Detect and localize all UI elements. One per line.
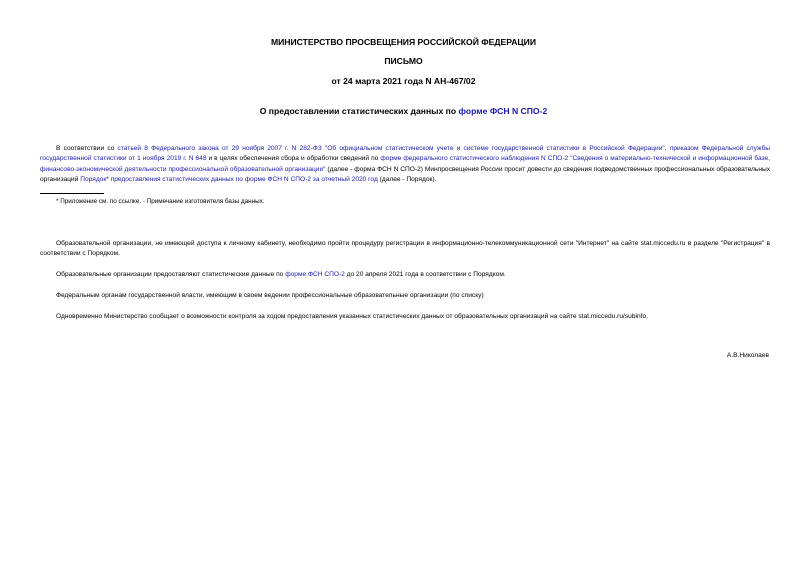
form-spo2-link[interactable]: форме ФСН СПО-2	[285, 271, 345, 278]
paragraph-deadline	[40, 270, 770, 280]
p3-text-1: Образовательные организации предоставляют статистические данные по	[56, 271, 286, 278]
paragraph-main	[40, 144, 770, 186]
ministry-title: МИНИСТЕРСТВО ПРОСВЕЩЕНИЯ РОССИЙСКОЙ ФЕДЕРАЦИИ	[270, 37, 537, 47]
rosstat-order-link[interactable]: приказом Федеральной службы государственной статистики от 1 ноября 2019 г. N 648	[40, 145, 770, 163]
paragraph-recipients: Федеральным органам государственной власти, имеющим в своем ведении профессиональные образовательные организации (по списку)	[56, 292, 484, 299]
document-type: ПИСЬМО	[384, 56, 423, 66]
document-subject	[0, 106, 807, 116]
signature: А.В.Николаев	[726, 352, 769, 359]
footnote: * Приложение см. по ссылке. - Примечание изготовителя базы данных.	[56, 198, 265, 205]
footnote-divider	[40, 193, 104, 194]
p1-text-6: (далее - Порядок).	[377, 176, 437, 184]
p1-text-2: ,	[664, 145, 670, 152]
p1-text-1: В соответствии со	[56, 145, 118, 152]
federal-law-link[interactable]: статьей 8 Федерального закона от 29 ноября 2007 г. N 282-ФЗ "Об официальном статистическом учете и системе государственной статистики в Российской Федерации"	[117, 145, 665, 152]
statistical-form-link[interactable]: форме федерального статистического наблюдения N СПО-2 "Сведения о материально-технической и информационной базе, финансово-экономической деятельности профессиональной образовательной организации"	[40, 155, 770, 173]
subject-text: О предоставлении статистических данных по	[259, 106, 459, 116]
p1-text-3: и в целях обеспечения сбора и обработки сведений по	[206, 155, 381, 163]
p3-text-2: до 20 апреля 2021 года в соответствии с Порядком.	[344, 271, 506, 278]
paragraph-monitoring: Одновременно Министерство сообщает о возможности контроля за ходом предоставления указанных статистических данных от образовательных организаций на сайте stat.miccedu.ru/subinfo.	[56, 313, 648, 320]
subject-form-link[interactable]: форме ФСН N СПО-2	[458, 106, 548, 116]
paragraph-registration: Образовательной организации, не имеющей доступа к личному кабинету, необходимо пройти процедуру регистрации в информационно-телекоммуникационной сети "Интернет" на сайте stat.miccedu.ru в разделе "Регистрация" в соответствии с Порядком.	[40, 240, 770, 258]
p1-text-4: (далее - форма ФСН N СПО-2) Минпросвещения России просит довести до сведения подведомственных профессиональных образовательных организаций	[40, 165, 770, 184]
document-date-number: от 24 марта 2021 года N АН-467/02	[331, 76, 476, 86]
p1-text-5: *	[106, 176, 111, 184]
procedure-description-link[interactable]: предоставления статистических данных по форме ФСН N СПО-2 за отчетный 2020 год	[110, 176, 378, 184]
procedure-link[interactable]: Порядок	[80, 176, 107, 184]
